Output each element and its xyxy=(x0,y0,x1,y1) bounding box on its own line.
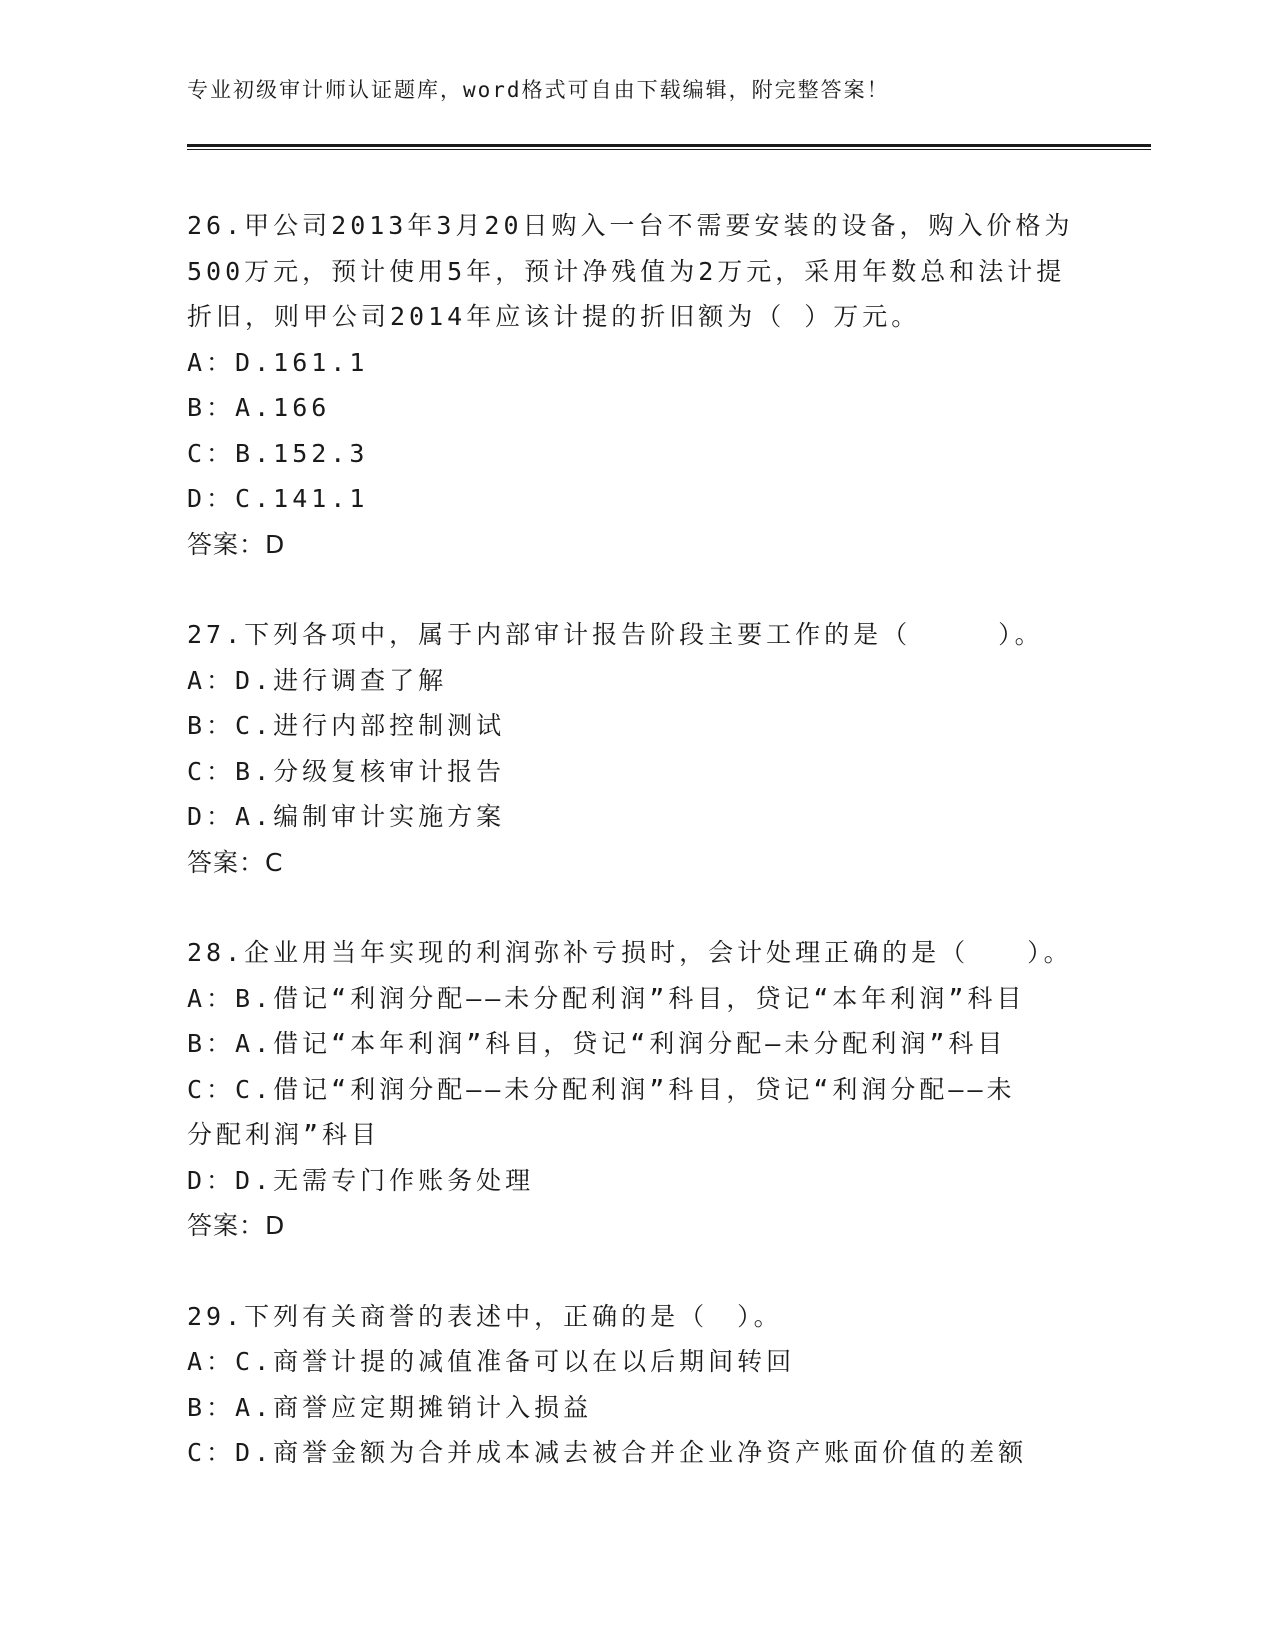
answer: 答案：C xyxy=(187,847,284,877)
answer: 答案：D xyxy=(187,529,286,559)
question-26 xyxy=(187,203,1087,567)
option-c: C：B.分级复核审计报告 xyxy=(187,756,506,786)
option-a: A：D.161.1 xyxy=(187,347,369,377)
question-stem: 27.下列各项中，属于内部审计报告阶段主要工作的是（ ）。 xyxy=(187,620,1044,649)
option-a: A：D.进行调查了解 xyxy=(187,665,448,695)
question-stem: 28.企业用当年实现的利润弥补亏损时，会计处理正确的是（ ）。 xyxy=(187,938,1073,967)
option-b: B：C.进行内部控制测试 xyxy=(187,711,506,740)
option-c-continued: 分配利润”科目 xyxy=(187,1120,381,1149)
option-d: D：C.141.1 xyxy=(187,484,369,513)
question-stem: 26.甲公司2013年3月20日购入一台不需要安装的设备，购入价格为 xyxy=(187,211,1074,240)
question-stem: 折旧，则甲公司2014年应该计提的折旧额为（ ）万元。 xyxy=(187,302,921,331)
option-d: D：A.编制审计实施方案 xyxy=(187,802,506,831)
header-divider xyxy=(187,144,1151,147)
option-a: A：B.借记“利润分配——未分配利润”科目，贷记“本年利润”科目 xyxy=(187,983,1026,1013)
answer: 答案：D xyxy=(187,1211,286,1240)
question-stem: 500万元，预计使用5年，预计净残值为2万元，采用年数总和法计提 xyxy=(187,256,1066,286)
option-b: B：A.商誉应定期摊销计入损益 xyxy=(187,1392,593,1422)
option-c: C：D.商誉金额为合并成本减去被合并企业净资产账面价值的差额 xyxy=(187,1438,1028,1467)
page-header: 专业初级审计师认证题库，word格式可自由下载编辑，附完整答案！ xyxy=(187,78,890,102)
option-c: C：C.借记“利润分配——未分配利润”科目，贷记“利润分配——未 xyxy=(187,1074,1016,1104)
option-c: C：B.152.3 xyxy=(187,438,369,468)
question-29 xyxy=(187,1294,1087,1476)
option-b: B：A.借记“本年利润”科目，贷记“利润分配—未分配利润”科目 xyxy=(187,1029,1007,1058)
question-27 xyxy=(187,612,1087,885)
option-b: B：A.166 xyxy=(187,393,331,422)
option-d: D：D.无需专门作账务处理 xyxy=(187,1165,535,1195)
question-list xyxy=(187,203,1087,1521)
option-a: A：C.商誉计提的减值准备可以在以后期间转回 xyxy=(187,1347,796,1376)
question-stem: 29.下列有关商誉的表述中，正确的是（ ）。 xyxy=(187,1301,783,1331)
header-divider-thin xyxy=(187,149,1151,150)
question-28 xyxy=(187,930,1087,1249)
